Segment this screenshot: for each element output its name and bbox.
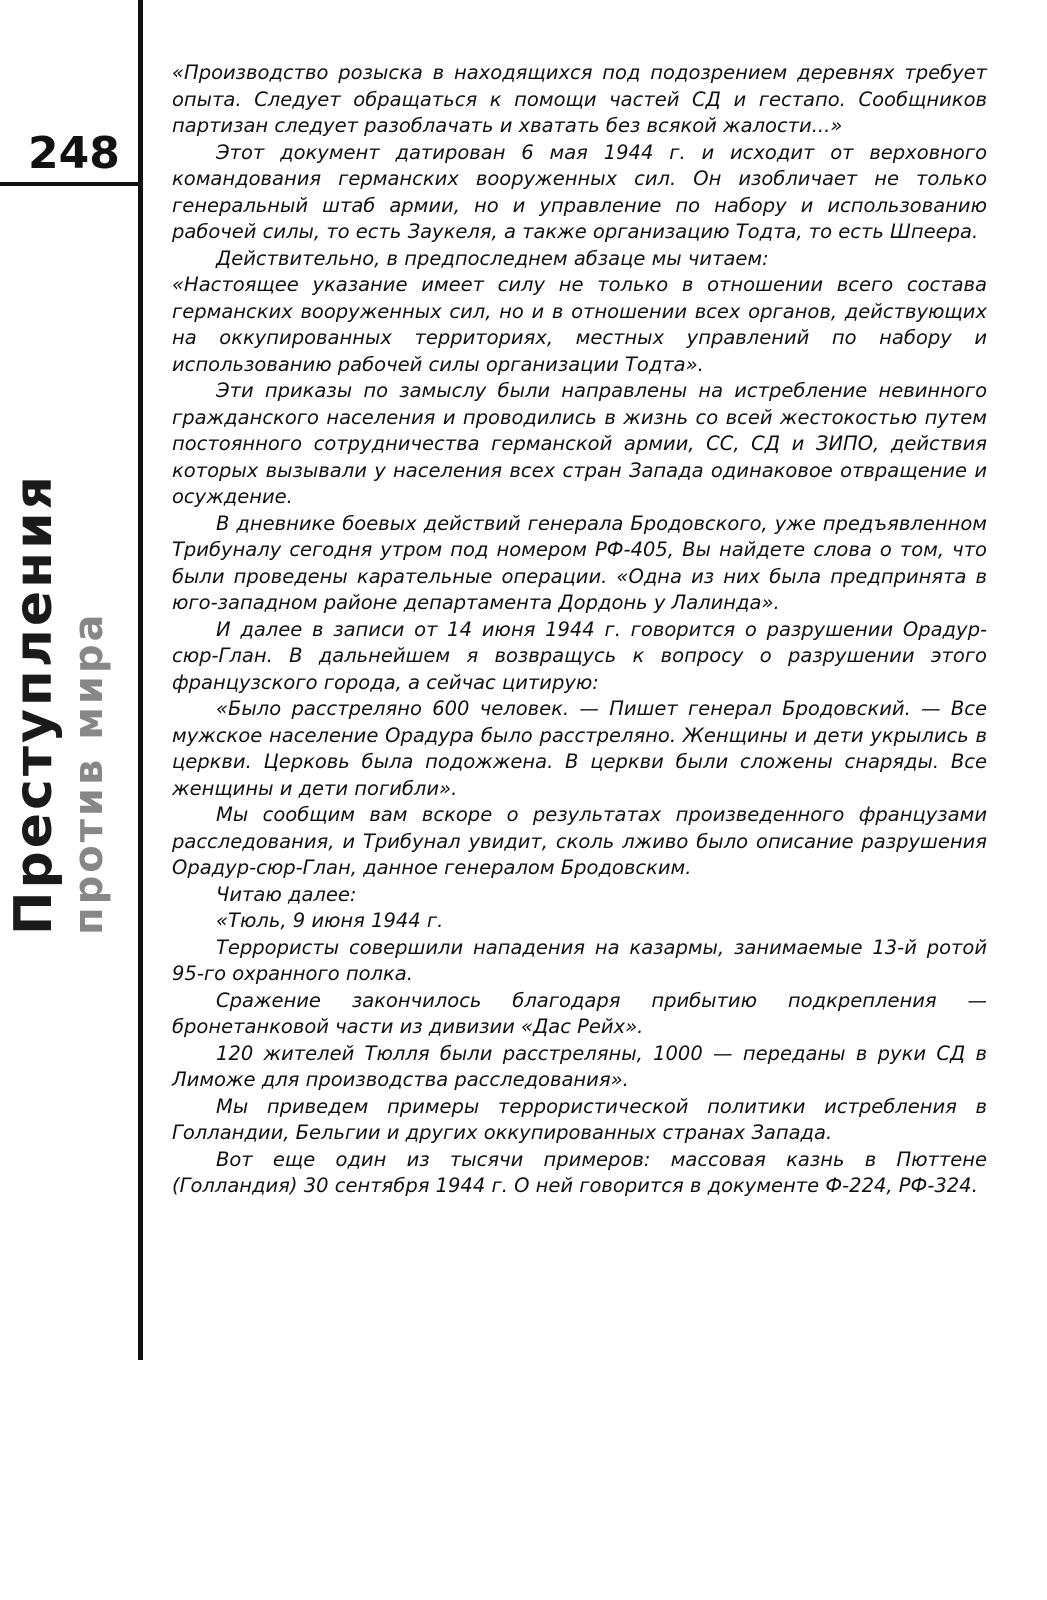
paragraph: «Было расстреляно 600 человек. — Пишет генерал Бродовский. — Все мужское население Орадура было расстреляно. Женщины и дети укрылись в церкви. Церковь была подожжена. В церкви были сложены снаряды. Все женщины и дети погибли».: [172, 697, 987, 800]
paragraph: Вот еще один из тысячи примеров: массовая казнь в Пюттене (Голландия) 30 сентября 1944 г. О ней говорится в документе Ф-224, РФ-324.: [172, 1147, 987, 1197]
paragraph: Сражение закончилось благодаря прибытию подкрепления — бронетанковой части из дивизии «Дас Рейх».: [172, 988, 987, 1038]
running-head-subtitle: против мира: [66, 611, 112, 935]
paragraph: Террористы совершили нападения на казармы, занимаемые 13-й ротой 95-го охранного полка.: [172, 935, 987, 985]
paragraph: «Производство розыска в находящихся под подозрением деревнях требует опыта. Следует обращаться к помощи частей СД и гестапо. Сообщников партизан следует разоблачать и хватать без всякой жалости...»: [172, 61, 987, 137]
paragraph: Эти приказы по замыслу были направлены на истребление невинного гражданского населения и проводились в жизнь со всей жестокостью путем постоянного сотрудничества германской армии, СС, СД и ЗИПО, действия которых вызывали у населения всех стран Запада одинаковое отвращение и осуждение.: [172, 379, 987, 508]
running-head-title: Преступления: [4, 473, 64, 935]
running-head: [4, 195, 134, 935]
body-text: [172, 60, 987, 1200]
paragraph: 120 жителей Тюлля были расстреляны, 1000 — переданы в руки СД в Лиможе для производства расследования».: [172, 1041, 987, 1091]
margin-vertical-rule: [138, 0, 143, 1360]
paragraph: И далее в записи от 14 июня 1944 г. говорится о разрушении Орадур-сюр-Глан. В дальнейшем я возвращусь к вопросу о разрушении этого французского города, а сейчас цитирую:: [172, 617, 987, 694]
paragraph: Мы сообщим вам вскоре о результатах произведенного французами расследования, и Трибунал увидит, сколь лживо было описание разрушения Орадур-сюр-Глан, данное генералом Бродовским.: [172, 803, 987, 879]
paragraph: Мы приведем примеры террористической политики истребления в Голландии, Бельгии и других оккупированных странах Запада.: [172, 1094, 987, 1144]
paragraph: «Тюль, 9 июня 1944 г.: [216, 909, 444, 932]
paragraph: В дневнике боевых действий генерала Бродовского, уже предъявленном Трибуналу сегодня утром под номером РФ-405, Вы найдете слова о том, что были проведены карательные операции. «Одна из них была предпринята в юго-западном районе департамента Дордонь у Лалинда».: [172, 511, 987, 614]
paragraph: Действительно, в предпоследнем абзаце мы читаем:: [216, 246, 769, 270]
paragraph: «Настоящее указание имеет силу не только в отношении всего состава германских вооруженных сил, но и в отношении всех органов, действующих на оккупированных территориях, местных управлений по набору и использованию рабочей силы организации Тодта».: [172, 273, 987, 376]
page-number-rule: [0, 182, 138, 186]
paragraph: Этот документ датирован 6 мая 1944 г. и исходит от верховного командования германских вооруженных сил. Он изобличает не только генеральный штаб армии, но и управление по набору и использованию рабочей силы, то есть Заукеля, а также организацию Тодта, то есть Шпеера.: [172, 140, 987, 243]
page-number: 248: [28, 128, 120, 179]
paragraph: Читаю далее:: [216, 882, 357, 906]
